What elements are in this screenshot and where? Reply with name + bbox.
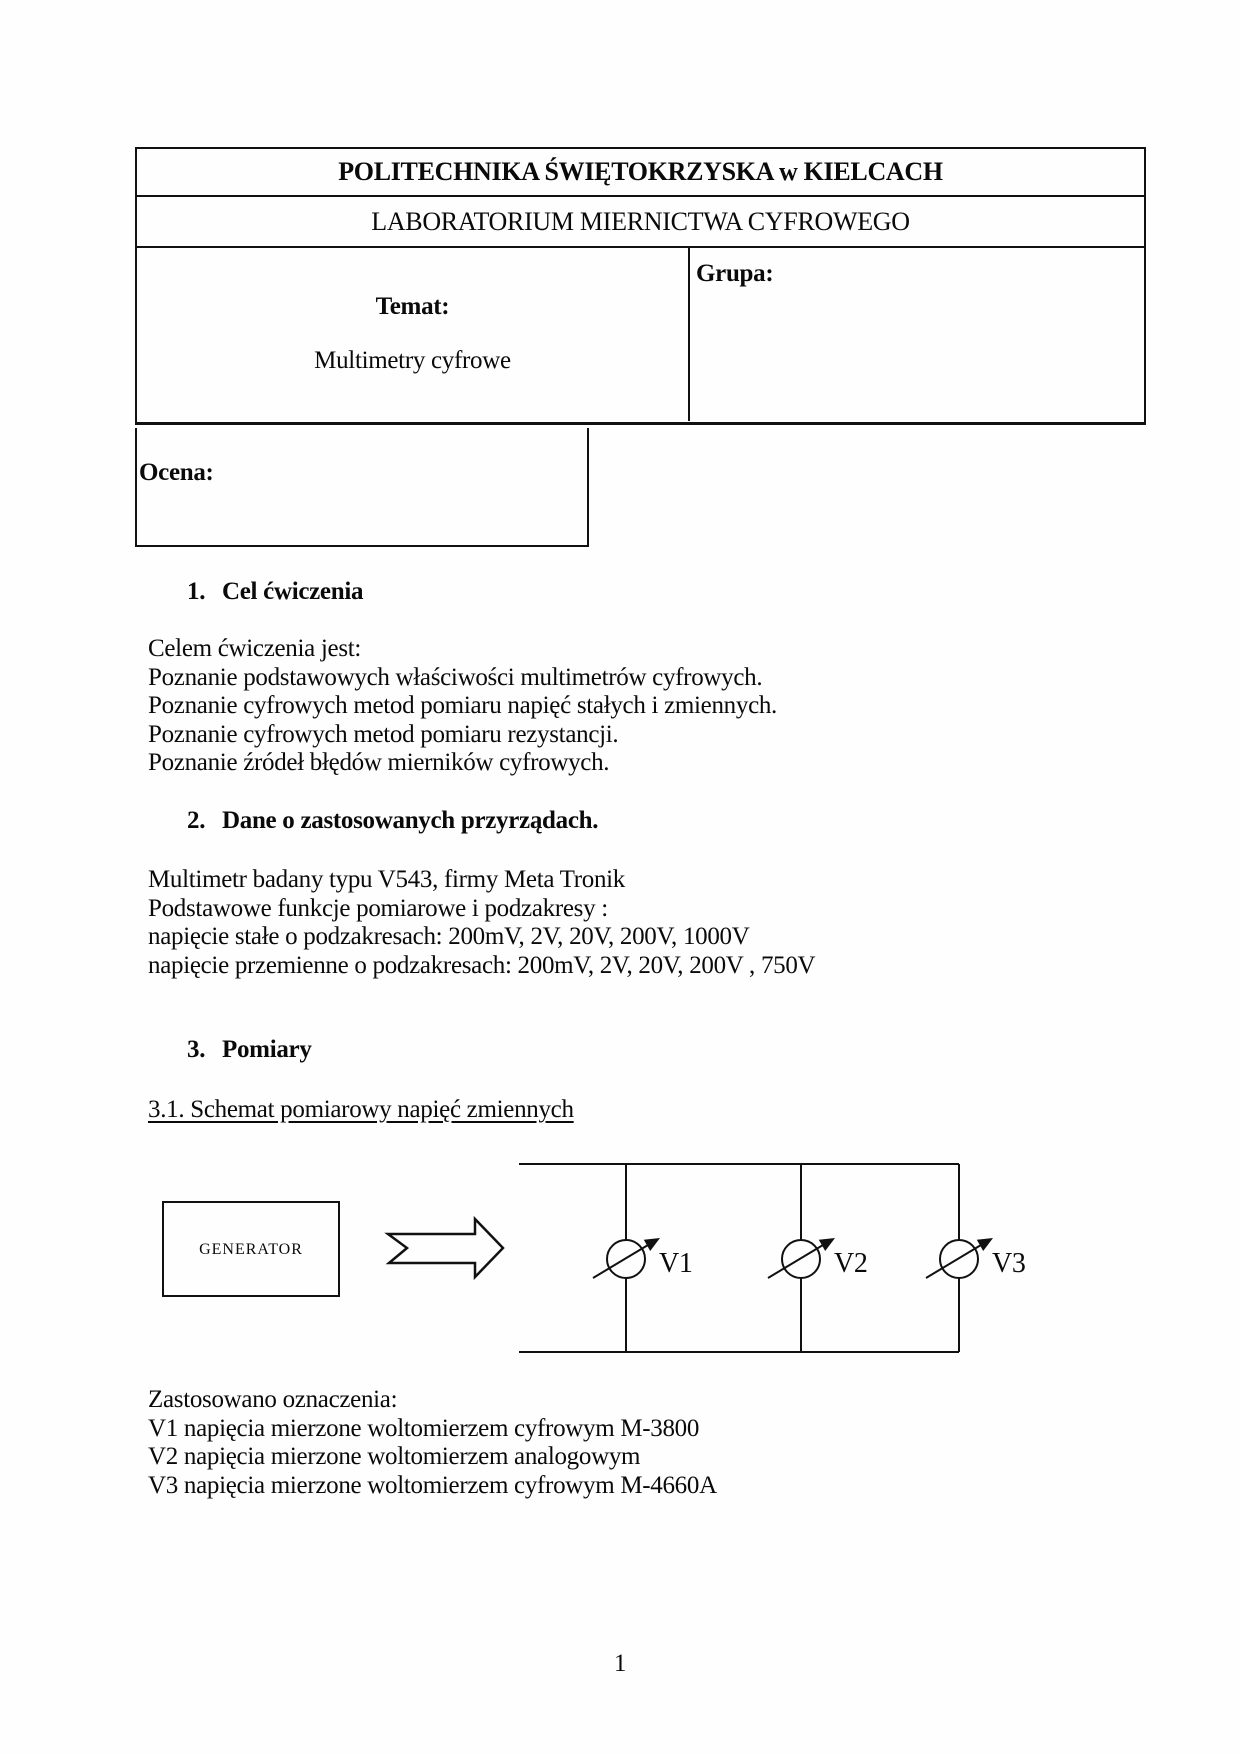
section-3-title: Pomiary <box>222 1036 312 1063</box>
paragraph-line: Poznanie cyfrowych metod pomiaru rezystancji. <box>148 720 619 748</box>
section-2-paragraph <box>148 866 815 980</box>
voltmeter-icon <box>593 1238 660 1278</box>
grupa-label: Grupa: <box>696 260 774 287</box>
section-1-heading <box>187 578 363 606</box>
voltmeter-label-v1: V1 <box>659 1248 693 1279</box>
meter-needle-head <box>644 1238 660 1251</box>
right-block-arrow-icon <box>388 1219 503 1277</box>
section-1-number: 1. <box>187 578 206 605</box>
voltmeter-label-v2: V2 <box>834 1248 868 1279</box>
section-1-title: Cel ćwiczenia <box>222 578 364 605</box>
paragraph-line: napięcie przemienne o podzakresach: 200mV, 2V, 20V, 200V , 750V <box>148 951 816 979</box>
ocena-label: Ocena: <box>139 459 214 486</box>
section-1-paragraph <box>148 635 777 778</box>
meter-needle-head <box>819 1238 835 1251</box>
grupa-cell <box>690 248 1144 421</box>
section-2-heading <box>187 807 598 835</box>
paragraph-line: Zastosowano oznaczenia: <box>148 1386 398 1413</box>
subsection-3-1-heading: 3.1. Schemat pomiarowy napięć zmiennych <box>148 1096 574 1123</box>
paragraph-line: Poznanie podstawowych właściwości multimetrów cyfrowych. <box>148 663 763 691</box>
section-2-title: Dane o zastosowanych przyrządach. <box>222 807 599 834</box>
voltmeter-branch-v1 <box>593 1164 693 1352</box>
paragraph-line: Celem ćwiczenia jest: <box>148 635 362 662</box>
section-3-heading <box>187 1036 312 1064</box>
voltmeter-label-v3: V3 <box>992 1248 1026 1279</box>
paragraph-line: napięcie stałe o podzakresach: 200mV, 2V, 20V, 200V, 1000V <box>148 923 750 950</box>
temat-label: Temat: <box>375 293 450 320</box>
voltmeter-icon <box>768 1238 835 1278</box>
voltmeter-icon <box>926 1238 993 1278</box>
header-table-row3 <box>137 248 1144 421</box>
voltmeter-branch-v2 <box>768 1164 868 1352</box>
temat-value: Multimetry cyfrowe <box>314 347 511 374</box>
university-title: POLITECHNIKA ŚWIĘTOKRZYSKA w KIELCACH <box>137 149 1144 197</box>
temat-cell <box>137 248 690 421</box>
paragraph-line: Poznanie źródeł błędów mierników cyfrowych. <box>148 749 610 776</box>
section-2-number: 2. <box>187 807 206 834</box>
notation-notes <box>148 1386 717 1500</box>
ocena-box <box>135 428 589 547</box>
laboratory-title: LABORATORIUM MIERNICTWA CYFROWEGO <box>137 197 1144 248</box>
paragraph-line: V3 napięcia mierzone woltomierzem cyfrowym M-4660A <box>148 1471 717 1499</box>
meter-needle-head <box>977 1238 993 1251</box>
paragraph-line: Podstawowe funkcje pomiarowe i podzakresy : <box>148 894 608 922</box>
generator-label: GENERATOR <box>199 1241 303 1258</box>
voltmeter-branch-v3 <box>926 1164 1026 1352</box>
section-3-number: 3. <box>187 1036 206 1063</box>
page-number: 1 <box>613 1650 627 1677</box>
paragraph-line: V1 napięcia mierzone woltomierzem cyfrowym M-3800 <box>148 1414 700 1442</box>
measurement-circuit-diagram <box>0 1140 1240 1380</box>
paragraph-line: V2 napięcia mierzone woltomierzem analogowym <box>148 1443 641 1470</box>
paragraph-line: Poznanie cyfrowych metod pomiaru napięć stałych i zmiennych. <box>148 692 778 719</box>
paragraph-line: Multimetr badany typu V543, firmy Meta Tronik <box>148 866 625 893</box>
header-table <box>135 147 1146 425</box>
